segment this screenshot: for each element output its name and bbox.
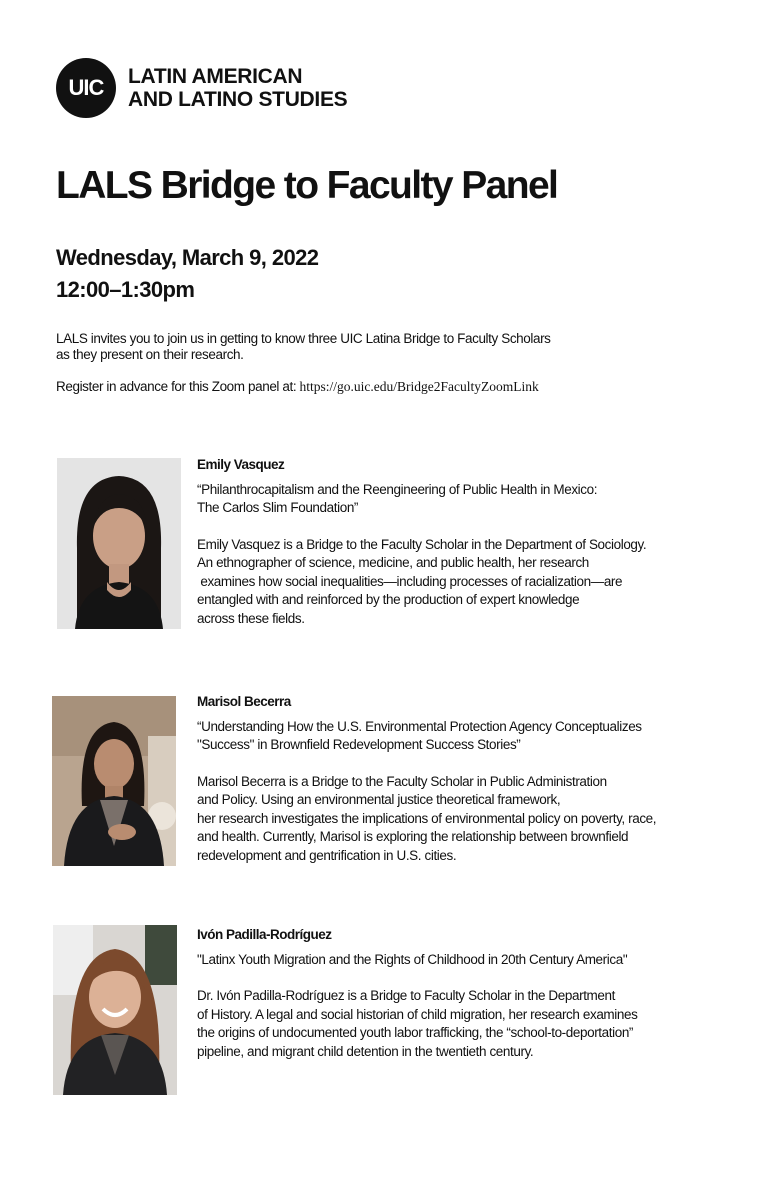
talk-title-line-2: "Success" in Brownfield Redevelopment Success Stories” xyxy=(197,737,521,752)
register-text: Register in advance for this Zoom panel at: xyxy=(56,379,300,394)
talk-title xyxy=(197,951,737,970)
speaker-bio xyxy=(197,773,737,866)
bio-line: Emily Vasquez is a Bridge to the Faculty Scholar in the Department of Sociology. xyxy=(197,536,647,552)
uic-logo: UIC xyxy=(56,58,116,118)
speaker-photo-ivon xyxy=(53,925,177,1095)
speaker-marisol xyxy=(197,693,737,865)
bio-line: and health. Currently, Marisol is exploring the relationship between brownfield xyxy=(197,829,629,844)
bio-line: her research investigates the implications of environmental policy on poverty, race, xyxy=(197,810,657,826)
speaker-name: Emily Vasquez xyxy=(197,457,285,472)
speaker-emily xyxy=(197,456,737,628)
bio-line: redevelopment and gentrification in U.S. cities. xyxy=(197,847,457,863)
bio-line: and Policy. Using an environmental justice theoretical framework, xyxy=(197,792,561,807)
event-title: LALS Bridge to Faculty Panel xyxy=(56,164,558,207)
speaker-name: Ivón Padilla-Rodríguez xyxy=(197,927,332,942)
department-line-2: AND LATINO STUDIES xyxy=(128,88,348,111)
register-link[interactable]: https://go.uic.edu/Bridge2FacultyZoomLink xyxy=(299,379,539,394)
event-time: 12:00–1:30pm xyxy=(56,277,195,302)
intro-line-2: as they present on their research. xyxy=(56,347,244,362)
event-intro xyxy=(56,331,676,363)
bio-line: of History. A legal and social historian of child migration, her research examines xyxy=(197,1006,638,1022)
talk-title-line-1: “Understanding How the U.S. Environmental Protection Agency Conceptualizes xyxy=(197,718,642,734)
bio-line: entangled with and reinforced by the production of expert knowledge xyxy=(197,592,580,607)
talk-title xyxy=(197,718,737,755)
department-name xyxy=(128,65,347,111)
register-line xyxy=(56,379,539,395)
speaker-photo-marisol xyxy=(52,696,176,866)
header xyxy=(56,58,347,118)
talk-title xyxy=(197,481,737,518)
department-line-1: LATIN AMERICAN xyxy=(128,65,303,88)
bio-line: across these fields. xyxy=(197,610,305,626)
talk-title-line-2: The Carlos Slim Foundation” xyxy=(197,500,359,515)
talk-title-line-1: "Latinx Youth Migration and the Rights of Childhood in 20th Century America" xyxy=(197,951,628,967)
talk-title-line-1: “Philanthrocapitalism and the Reengineering of Public Health in Mexico: xyxy=(197,481,598,497)
event-datetime xyxy=(56,242,318,306)
bio-line: Dr. Ivón Padilla-Rodríguez is a Bridge to Faculty Scholar in the Department xyxy=(197,988,615,1003)
speaker-photo-emily xyxy=(57,458,181,629)
bio-line: pipeline, and migrant child detention in the twentieth century. xyxy=(197,1043,534,1059)
speaker-bio xyxy=(197,987,737,1061)
intro-line-1: LALS invites you to join us in getting to know three UIC Latina Bridge to Faculty Scholars xyxy=(56,331,551,346)
speaker-name: Marisol Becerra xyxy=(197,694,291,709)
speaker-bio xyxy=(197,536,737,629)
speaker-ivon xyxy=(197,926,737,1061)
bio-line: Marisol Becerra is a Bridge to the Faculty Scholar in Public Administration xyxy=(197,773,607,789)
bio-line: An ethnographer of science, medicine, and public health, her research xyxy=(197,555,589,570)
bio-line: the origins of undocumented youth labor trafficking, the “school-to-deportation” xyxy=(197,1025,634,1040)
event-date: Wednesday, March 9, 2022 xyxy=(56,245,319,270)
bio-line: examines how social inequalities—including processes of racialization—are xyxy=(197,573,623,589)
